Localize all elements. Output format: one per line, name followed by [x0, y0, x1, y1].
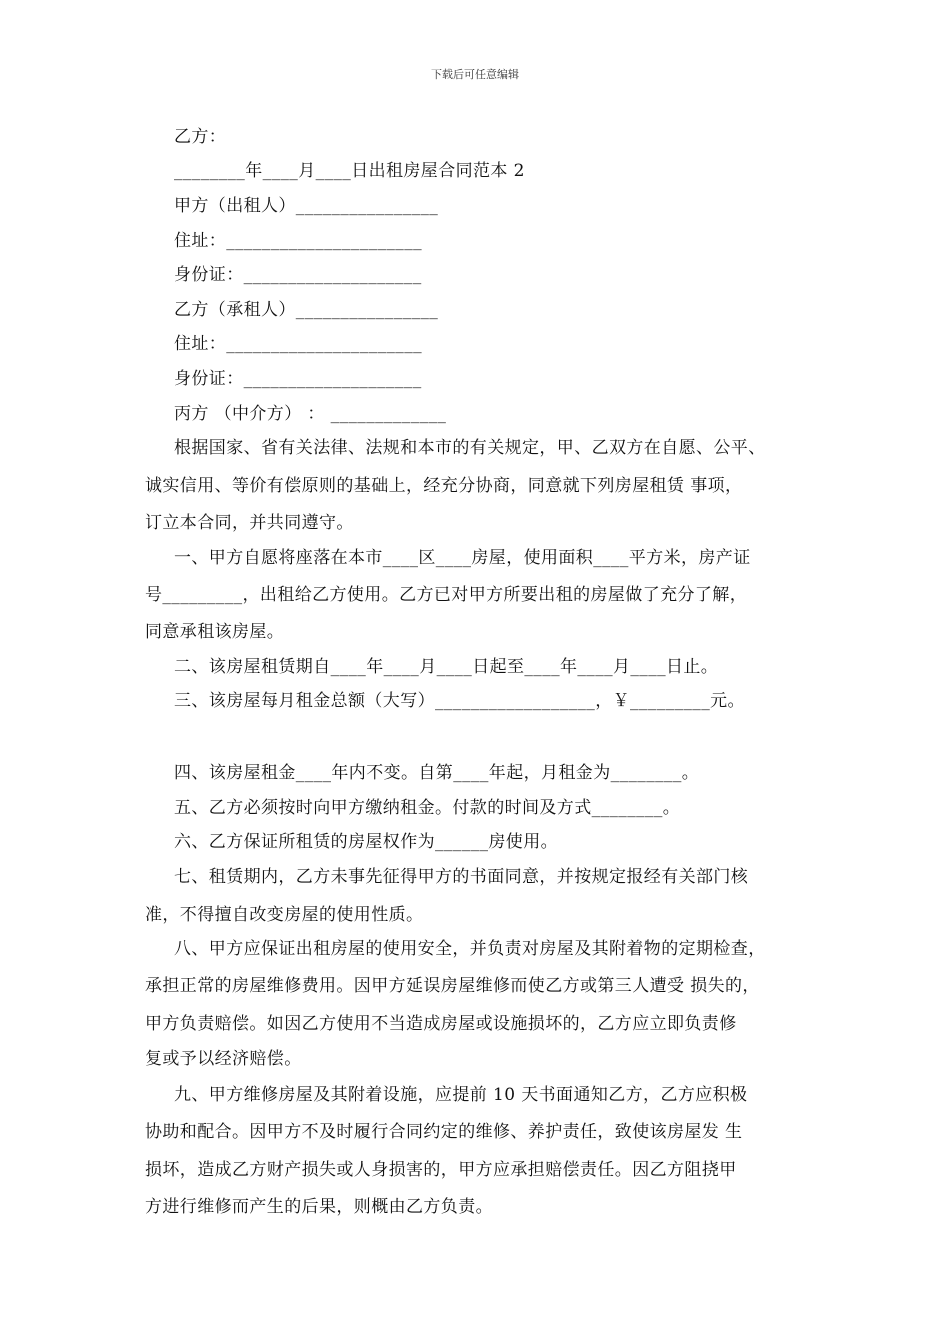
- clause-8-line-1: 八、甲方应保证出租房屋的使用安全，并负责对房屋及其附着物的定期检查，: [174, 939, 766, 959]
- clause-9-line-4: 方进行维修而产生的后果，则概由乙方负责。: [145, 1197, 493, 1217]
- landlord-address-field: 住址：______________________: [174, 231, 422, 251]
- preamble-line-1: 根据国家、省有关法律、法规和本市的有关规定，甲、乙双方在自愿、公平、: [174, 438, 766, 458]
- clause-4: 四、该房屋租金____年内不变。自第____年起，月租金为________。: [174, 763, 700, 783]
- clause-9-line-1: 九、甲方维修房屋及其附着设施，应提前 10 天书面通知乙方，乙方应积极: [174, 1085, 748, 1105]
- header-note: 下载后可任意编辑: [431, 68, 519, 81]
- clause-7-line-2: 准，不得擅自改变房屋的使用性质。: [145, 905, 424, 925]
- tenant-id-field: 身份证：____________________: [174, 369, 422, 389]
- party-b-label: 乙方：: [174, 127, 227, 147]
- agent-field: 丙方 （中介方） ： _____________: [174, 404, 447, 424]
- landlord-field: 甲方（出租人）________________: [174, 196, 439, 216]
- clause-7-line-1: 七、租赁期内，乙方未事先征得甲方的书面同意，并按规定报经有关部门核: [174, 867, 749, 887]
- clause-1-line-2: 号_________，出租给乙方使用。乙方已对甲方所要出租的房屋做了充分了解，: [145, 585, 748, 605]
- clause-1-line-3: 同意承租该房屋。: [145, 622, 285, 642]
- clause-3: 三、该房屋每月租金总额（大写）__________________，￥_________元。: [174, 691, 745, 711]
- preamble-line-3: 订立本合同，并共同遵守。: [145, 513, 354, 533]
- clause-5: 五、乙方必须按时向甲方缴纳租金。付款的时间及方式________。: [174, 798, 681, 818]
- clause-9-line-3: 损坏，造成乙方财产损失或人身损害的，甲方应承担赔偿责任。因乙方阻挠甲: [145, 1160, 737, 1180]
- tenant-field: 乙方（承租人）________________: [174, 300, 439, 320]
- clause-8-line-2: 承担正常的房屋维修费用。因甲方延误房屋维修而使乙方或第三人遭受 损失的，: [145, 976, 760, 996]
- landlord-id-field: 身份证：____________________: [174, 265, 422, 285]
- clause-2: 二、该房屋租赁期自____年____月____日起至____年____月____日止。: [174, 657, 719, 677]
- clause-9-line-2: 协助和配合。因甲方不及时履行合同约定的维修、养护责任，致使该房屋发 生: [145, 1122, 743, 1142]
- contract-title-line: ________年____月____日出租房屋合同范本 2: [174, 161, 525, 181]
- clause-1-line-1: 一、甲方自愿将座落在本市____区____房屋，使用面积____平方米，房产证: [174, 548, 751, 568]
- clause-6: 六、乙方保证所租赁的房屋权作为______房使用。: [174, 832, 558, 852]
- clause-8-line-4: 复或予以经济赔偿。: [145, 1049, 302, 1069]
- tenant-address-field: 住址：______________________: [174, 334, 422, 354]
- clause-8-line-3: 甲方负责赔偿。如因乙方使用不当造成房屋或设施损坏的，乙方应立即负责修: [145, 1014, 737, 1034]
- preamble-line-2: 诚实信用、等价有偿原则的基础上，经充分协商，同意就下列房屋租赁 事项，: [145, 476, 743, 496]
